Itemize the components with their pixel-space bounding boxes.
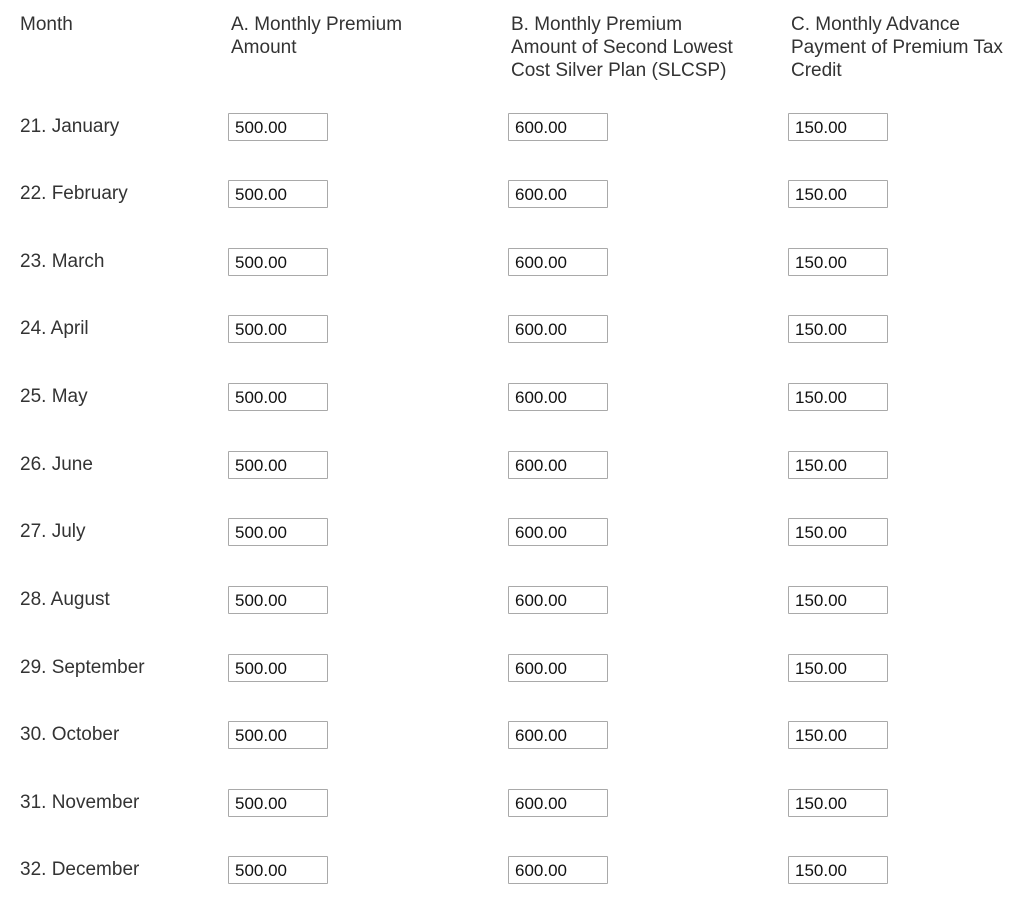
- table-row: [0, 383, 1024, 413]
- slcsp-premium-input[interactable]: [508, 721, 608, 749]
- month-label: 29. September: [20, 657, 145, 678]
- slcsp-premium-input[interactable]: [508, 113, 608, 141]
- advance-ptc-input[interactable]: [788, 789, 888, 817]
- month-label: 32. December: [20, 859, 140, 880]
- table-row: [0, 315, 1024, 345]
- advance-ptc-input[interactable]: [788, 383, 888, 411]
- advance-ptc-input[interactable]: [788, 113, 888, 141]
- advance-ptc-input[interactable]: [788, 586, 888, 614]
- slcsp-premium-input[interactable]: [508, 248, 608, 276]
- slcsp-premium-input[interactable]: [508, 180, 608, 208]
- table-row: [0, 113, 1024, 143]
- advance-ptc-input[interactable]: [788, 721, 888, 749]
- month-label: 26. June: [20, 454, 93, 475]
- header-month: Month: [20, 14, 73, 35]
- header-col-a: A. Monthly Premium Amount: [231, 14, 403, 58]
- table-row: [0, 721, 1024, 751]
- month-label: 27. July: [20, 521, 86, 542]
- table-row: [0, 248, 1024, 278]
- monthly-premium-input[interactable]: [228, 789, 328, 817]
- slcsp-premium-input[interactable]: [508, 856, 608, 884]
- advance-ptc-input[interactable]: [788, 856, 888, 884]
- monthly-premium-input[interactable]: [228, 383, 328, 411]
- slcsp-premium-input[interactable]: [508, 586, 608, 614]
- advance-ptc-input[interactable]: [788, 654, 888, 682]
- month-label: 31. November: [20, 792, 140, 813]
- advance-ptc-input[interactable]: [788, 451, 888, 479]
- advance-ptc-input[interactable]: [788, 180, 888, 208]
- month-label: 30. October: [20, 724, 120, 745]
- monthly-premium-input[interactable]: [228, 518, 328, 546]
- month-label: 24. April: [20, 318, 89, 339]
- monthly-premium-input[interactable]: [228, 248, 328, 276]
- month-label: 21. January: [20, 116, 120, 137]
- table-row: [0, 789, 1024, 819]
- slcsp-premium-input[interactable]: [508, 654, 608, 682]
- monthly-premium-input[interactable]: [228, 451, 328, 479]
- month-label: 28. August: [20, 589, 110, 610]
- table-row: [0, 518, 1024, 548]
- slcsp-premium-input[interactable]: [508, 383, 608, 411]
- table-row: [0, 180, 1024, 210]
- monthly-premium-input[interactable]: [228, 856, 328, 884]
- advance-ptc-input[interactable]: [788, 315, 888, 343]
- month-label: 25. May: [20, 386, 88, 407]
- slcsp-premium-input[interactable]: [508, 315, 608, 343]
- slcsp-premium-input[interactable]: [508, 518, 608, 546]
- table-row: [0, 856, 1024, 886]
- month-label: 23. March: [20, 251, 105, 272]
- monthly-premium-input[interactable]: [228, 180, 328, 208]
- advance-ptc-input[interactable]: [788, 518, 888, 546]
- table-row: [0, 451, 1024, 481]
- table-row: [0, 654, 1024, 684]
- monthly-premium-input[interactable]: [228, 586, 328, 614]
- monthly-premium-input[interactable]: [228, 113, 328, 141]
- month-label: 22. February: [20, 183, 128, 204]
- header-col-b: B. Monthly Premium Amount of Second Lowest Cost Silver Plan (SLCSP): [511, 14, 733, 81]
- monthly-premium-input[interactable]: [228, 654, 328, 682]
- slcsp-premium-input[interactable]: [508, 451, 608, 479]
- advance-ptc-input[interactable]: [788, 248, 888, 276]
- monthly-premium-input[interactable]: [228, 721, 328, 749]
- table-row: [0, 586, 1024, 616]
- slcsp-premium-input[interactable]: [508, 789, 608, 817]
- monthly-premium-input[interactable]: [228, 315, 328, 343]
- header-col-c: C. Monthly Advance Payment of Premium Tax Credit: [791, 14, 1003, 81]
